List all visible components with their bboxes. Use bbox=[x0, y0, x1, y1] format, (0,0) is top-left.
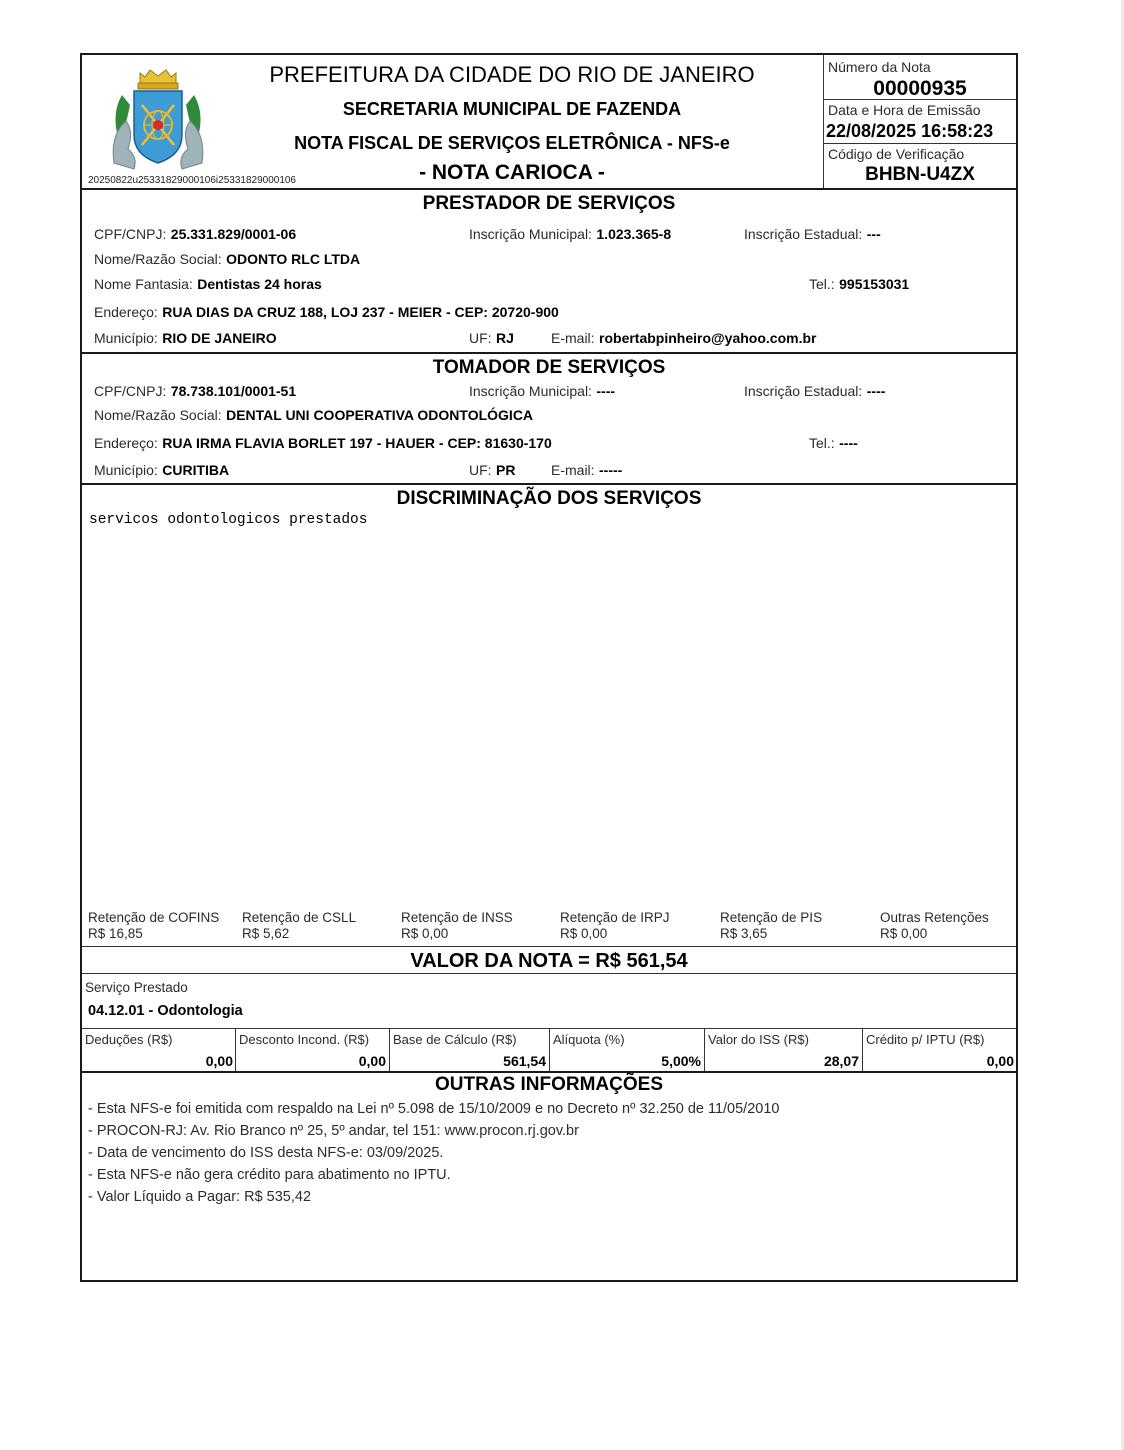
retencao-value: R$ 5,62 bbox=[242, 926, 290, 941]
imposto-value: 0,00 bbox=[205, 1053, 233, 1069]
numero-label: Número da Nota bbox=[828, 59, 931, 75]
retencao-inss bbox=[401, 910, 513, 942]
tomador-cnpj-label: CPF/CNPJ: bbox=[94, 383, 167, 399]
service-description: servicos odontologicos prestados bbox=[89, 512, 368, 528]
prestador-ie: --- bbox=[866, 226, 881, 242]
tomador-title: TOMADOR DE SERVIÇOS bbox=[432, 357, 666, 378]
prestador-tel-label: Tel.: bbox=[809, 276, 835, 292]
rio-coat-of-arms-icon bbox=[104, 65, 212, 173]
divider bbox=[82, 1071, 1016, 1073]
retencao-label: Outras Retenções bbox=[880, 910, 989, 925]
prestador-cnpj-label: CPF/CNPJ: bbox=[94, 226, 167, 242]
info-line: - Valor Líquido a Pagar: R$ 535,42 bbox=[88, 1189, 312, 1205]
retencao-label: Retenção de PIS bbox=[720, 910, 823, 925]
retencao-label: Retenção de COFINS bbox=[88, 910, 220, 925]
tomador-tel: ---- bbox=[839, 435, 858, 451]
tomador-email: ----- bbox=[599, 462, 623, 478]
verificacao-label: Código de Verificação bbox=[828, 146, 965, 162]
divider bbox=[82, 188, 1016, 190]
emissao-label: Data e Hora de Emissão bbox=[828, 102, 981, 118]
servico-label: Serviço Prestado bbox=[85, 980, 188, 995]
retencao-irpj bbox=[560, 910, 670, 942]
divider bbox=[82, 352, 1016, 354]
nfse-document bbox=[80, 53, 1018, 1282]
prestador-razao: ODONTO RLC LTDA bbox=[226, 251, 361, 267]
imposto-label: Base de Cálculo (R$) bbox=[393, 1032, 517, 1047]
divider bbox=[82, 946, 1016, 947]
tomador-email-label: E-mail: bbox=[551, 462, 595, 478]
imposto-value: 0,00 bbox=[986, 1053, 1014, 1069]
prestador-endereco-label: Endereço: bbox=[94, 304, 158, 320]
valor-da-nota: VALOR DA NOTA = R$ 561,54 bbox=[410, 950, 688, 972]
tomador-im-label: Inscrição Municipal: bbox=[469, 383, 592, 399]
tomador-tel-label: Tel.: bbox=[809, 435, 835, 451]
prestador-endereco: RUA DIAS DA CRUZ 188, LOJ 237 - MEIER - CEP: 20720-900 bbox=[162, 304, 559, 320]
tomador-ie: ---- bbox=[866, 383, 886, 399]
info-line: - Esta NFS-e não gera crédito para abatimento no IPTU. bbox=[88, 1167, 451, 1183]
prestador-email-label: E-mail: bbox=[551, 330, 595, 346]
prestador-title: PRESTADOR DE SERVIÇOS bbox=[422, 193, 676, 214]
prestador-municipio-label: Município: bbox=[94, 330, 158, 346]
desconto-cell bbox=[236, 1029, 388, 1071]
imposto-value: 5,00% bbox=[661, 1053, 701, 1069]
verificacao-code: BHBN-U4ZX bbox=[865, 164, 975, 185]
tomador-municipio-label: Município: bbox=[94, 462, 158, 478]
imposto-label: Deduções (R$) bbox=[85, 1032, 173, 1047]
imposto-value: 561,54 bbox=[503, 1053, 546, 1069]
retencao-value: R$ 0,00 bbox=[880, 926, 928, 941]
secretariat-title: SECRETARIA MUNICIPAL DE FAZENDA bbox=[342, 99, 682, 119]
retencao-csll bbox=[242, 910, 356, 942]
divider bbox=[82, 483, 1016, 485]
info-line: - Data de vencimento do ISS desta NFS-e: 03/09/2025. bbox=[88, 1145, 444, 1161]
imposto-label: Crédito p/ IPTU (R$) bbox=[866, 1032, 985, 1047]
imposto-label: Desconto Incond. (R$) bbox=[239, 1032, 370, 1047]
retencao-value: R$ 0,00 bbox=[401, 926, 449, 941]
info-line: - PROCON-RJ: Av. Rio Branco nº 25, 5º andar, tel 151: www.procon.rj.gov.br bbox=[88, 1123, 579, 1139]
valor-iss-cell bbox=[705, 1029, 861, 1071]
tomador-endereco-label: Endereço: bbox=[94, 435, 158, 451]
impostos-row bbox=[82, 1029, 1016, 1071]
imposto-value: 28,07 bbox=[823, 1053, 859, 1069]
prestador-ie-label: Inscrição Estadual: bbox=[744, 226, 863, 242]
outras-informacoes-title: OUTRAS INFORMAÇÕES bbox=[435, 1074, 663, 1095]
info-line: - Esta NFS-e foi emitida com respaldo na Lei nº 5.098 de 15/10/2009 e no Decreto nº 32.250 de 11/05/2010 bbox=[88, 1101, 780, 1117]
prestador-municipio: RIO DE JANEIRO bbox=[162, 330, 277, 346]
imposto-label: Alíquota (%) bbox=[553, 1032, 625, 1047]
prestador-im: 1.023.365-8 bbox=[596, 226, 672, 242]
prestador-im-label: Inscrição Municipal: bbox=[469, 226, 592, 242]
tomador-uf-label: UF: bbox=[469, 462, 492, 478]
aliquota-cell bbox=[550, 1029, 703, 1071]
retencao-label: Retenção de INSS bbox=[401, 910, 513, 925]
prestador-uf-label: UF: bbox=[469, 330, 492, 346]
retencao-cofins bbox=[88, 910, 219, 942]
discriminacao-title: DISCRIMINAÇÃO DOS SERVIÇOS bbox=[396, 488, 702, 509]
tomador-razao-label: Nome/Razão Social: bbox=[94, 407, 222, 423]
tomador-uf: PR bbox=[496, 462, 516, 478]
emissao-value: 22/08/2025 16:58:23 bbox=[826, 121, 994, 141]
city-hall-title: PREFEITURA DA CIDADE DO RIO DE JANEIRO bbox=[269, 62, 755, 87]
credito-iptu-cell bbox=[863, 1029, 1016, 1071]
servico-value: 04.12.01 - Odontologia bbox=[88, 1003, 243, 1019]
tomador-razao: DENTAL UNI COOPERATIVA ODONTOLÓGICA bbox=[226, 407, 534, 423]
retencao-value: R$ 16,85 bbox=[88, 926, 143, 941]
imposto-label: Valor do ISS (R$) bbox=[708, 1032, 809, 1047]
imposto-value: 0,00 bbox=[358, 1053, 386, 1069]
tomador-ie-label: Inscrição Estadual: bbox=[744, 383, 863, 399]
prestador-uf: RJ bbox=[496, 330, 514, 346]
prestador-tel: 995153031 bbox=[839, 276, 910, 292]
retencao-outras bbox=[880, 910, 989, 942]
retencao-label: Retenção de IRPJ bbox=[560, 910, 670, 925]
tomador-municipio: CURITIBA bbox=[162, 462, 230, 478]
prestador-razao-label: Nome/Razão Social: bbox=[94, 251, 222, 267]
base-calculo-cell bbox=[390, 1029, 548, 1071]
tomador-endereco: RUA IRMA FLAVIA BORLET 197 - HAUER - CEP: 81630-170 bbox=[162, 435, 552, 451]
retencao-value: R$ 3,65 bbox=[720, 926, 768, 941]
numero-value: 00000935 bbox=[873, 77, 967, 100]
prestador-email: robertabpinheiro@yahoo.com.br bbox=[599, 330, 817, 346]
barcode-text: 20250822u25331829000106i25331829000106 bbox=[88, 175, 296, 186]
retencao-pis bbox=[720, 910, 822, 942]
nota-carioca-subtitle: - NOTA CARIOCA - bbox=[419, 161, 605, 184]
info-list bbox=[88, 1098, 779, 1208]
tomador-im: ---- bbox=[596, 383, 616, 399]
retencao-value: R$ 0,00 bbox=[560, 926, 608, 941]
tomador-cnpj: 78.738.101/0001-51 bbox=[170, 383, 297, 399]
prestador-cnpj: 25.331.829/0001-06 bbox=[170, 226, 297, 242]
divider bbox=[82, 973, 1016, 974]
deducoes-cell bbox=[82, 1029, 235, 1071]
prestador-fantasia-label: Nome Fantasia: bbox=[94, 276, 193, 292]
document-type-title: NOTA FISCAL DE SERVIÇOS ELETRÔNICA - NFS-e bbox=[294, 133, 730, 153]
header-rule-2 bbox=[824, 143, 1016, 144]
retencao-label: Retenção de CSLL bbox=[242, 910, 357, 925]
prestador-fantasia: Dentistas 24 horas bbox=[197, 276, 322, 292]
